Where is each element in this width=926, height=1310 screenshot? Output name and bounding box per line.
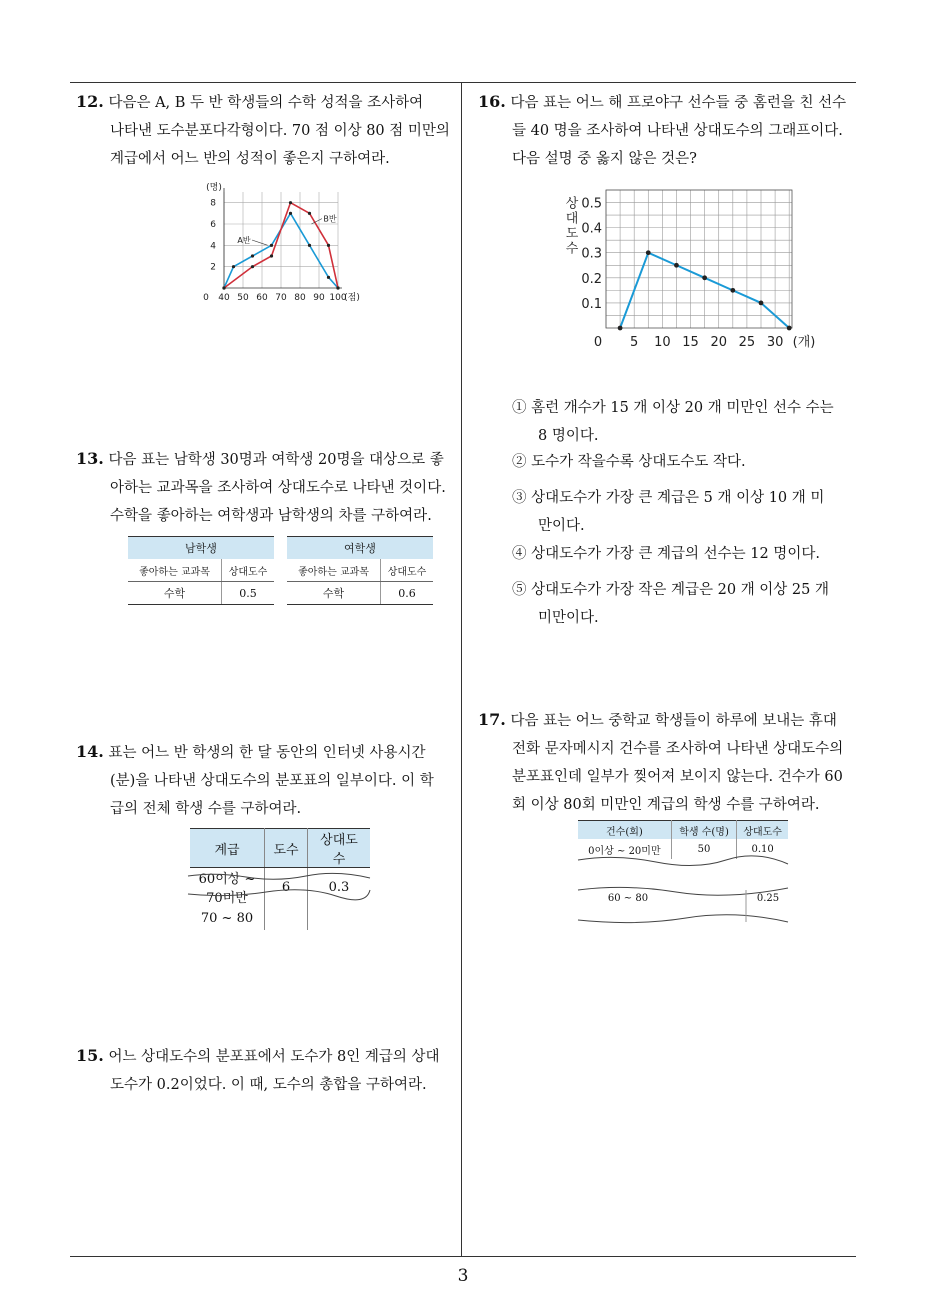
column-header: 좋아하는 교과목	[128, 559, 222, 582]
data-point	[270, 244, 273, 247]
column-header: 건수(회)	[578, 821, 671, 840]
question-text-line: 분포표인데 일부가 찢어져 보이지 않는다. 건수가 60	[512, 769, 843, 785]
x-tick-label: 50	[237, 293, 249, 303]
column-divider	[461, 82, 462, 1256]
x-tick-label: 15	[682, 335, 699, 350]
data-point	[289, 201, 292, 204]
data-point	[336, 286, 339, 289]
bottom-rule	[70, 1256, 856, 1257]
data-point	[759, 301, 764, 306]
question-13	[76, 445, 456, 530]
table-cell: 수학	[287, 582, 381, 605]
relative-frequency-chart	[560, 182, 816, 354]
column-header: 좋아하는 교과목	[287, 559, 381, 582]
table-cell: 50	[671, 839, 736, 859]
option-text: 만이다.	[538, 518, 585, 534]
y-tick-label: 2	[210, 262, 216, 273]
x-tick-label: 5	[630, 335, 639, 350]
y-tick-label: 0.3	[581, 246, 602, 262]
table-cell: 0이상 ~ 20미만	[578, 839, 671, 859]
data-point	[674, 263, 679, 268]
option-text: 도수가 작을수록 상대도수도 작다.	[531, 454, 746, 470]
x-tick-label: 25	[738, 335, 756, 350]
answer-option[interactable]	[512, 576, 852, 632]
data-point	[327, 276, 330, 279]
y-tick-label: 8	[210, 198, 216, 209]
column-header: 도수	[265, 829, 308, 868]
female-students-table	[287, 536, 433, 605]
table-cell: 60 ~ 80	[607, 893, 649, 904]
question-text-line: 전화 문자메시지 건수를 조사하여 나타낸 상대도수의	[512, 741, 844, 757]
option-mark: ⑤	[512, 582, 527, 598]
column-header: 계급	[190, 829, 265, 868]
option-mark: ①	[512, 400, 527, 416]
data-point	[251, 254, 254, 257]
table-cell: 0.10	[751, 843, 774, 855]
y-tick-label: 0.1	[581, 296, 602, 312]
table-cell: 70 ~ 80	[190, 906, 265, 930]
y-axis-label: (명)	[206, 183, 222, 193]
question-text-line: 다음 표는 남학생 30명과 여학생 20명을 대상으로 좋	[108, 452, 444, 468]
torn-edge	[576, 850, 790, 930]
table-cell: 6	[265, 868, 308, 907]
option-mark: ③	[512, 490, 527, 506]
data-point	[646, 250, 651, 255]
question-text-line: 나타낸 도수분포다각형이다. 70 점 이상 80 점 미만의	[110, 123, 450, 139]
data-point	[327, 244, 330, 247]
data-point	[308, 244, 311, 247]
question-text-line: 다음 표는 어느 중학교 학생들이 하루에 보내는 휴대	[510, 713, 837, 729]
answer-option[interactable]	[512, 448, 852, 476]
x-tick-label: 90	[313, 293, 325, 303]
answer-option[interactable]	[512, 540, 852, 568]
y-tick-label: 0.4	[581, 221, 602, 237]
question-text-line: 다음 설명 중 옳지 않은 것은?	[512, 151, 697, 167]
x-tick-label: 100	[329, 293, 347, 303]
option-text: 미만이다.	[538, 610, 599, 626]
table-title: 여학생	[287, 537, 433, 560]
table-cell: 0.25	[756, 893, 780, 904]
data-point	[618, 326, 623, 331]
option-text: 8 명이다.	[538, 428, 599, 444]
frequency-polygon-chart	[198, 178, 368, 306]
table-cell: 수학	[128, 582, 222, 605]
x-tick-label: 0	[593, 335, 603, 350]
question-text-line: 수학을 좋아하는 여학생과 남학생의 차를 구하여라.	[110, 508, 432, 524]
question-text-line: 들 40 명을 조사하여 나타낸 상대도수의 그래프이다.	[512, 123, 843, 139]
data-point	[730, 288, 735, 293]
x-axis-label: (개)	[792, 335, 816, 350]
x-axis-label: (점)	[344, 293, 360, 303]
series-label: B반	[323, 214, 337, 224]
x-tick-label: 60	[256, 293, 268, 303]
data-point	[308, 212, 311, 215]
origin-label: 0	[203, 293, 209, 303]
column-header: 상대도수	[308, 829, 371, 868]
data-point	[270, 254, 273, 257]
x-tick-label: 10	[654, 335, 671, 350]
option-text: 상대도수가 가장 큰 계급은 5 개 이상 10 개 미	[531, 490, 825, 506]
x-tick-label: 80	[294, 293, 306, 303]
top-rule	[70, 82, 856, 83]
option-text: 상대도수가 가장 작은 계급은 20 개 이상 25 개	[531, 582, 829, 598]
column-header: 상대도수	[737, 821, 788, 840]
question-text-line: 어느 상대도수의 분포표에서 도수가 8인 계급의 상대	[108, 1049, 440, 1065]
x-tick-label: 40	[218, 293, 230, 303]
series-label: A반	[237, 236, 251, 245]
question-number: 15.	[76, 1046, 104, 1065]
y-tick-label: 0.2	[581, 271, 602, 287]
y-tick-label: 6	[210, 220, 216, 230]
question-text-line: 급의 전체 학생 수를 구하여라.	[110, 801, 302, 817]
option-text: 홈런 개수가 15 개 이상 20 개 미만인 선수 수는	[531, 400, 834, 416]
option-mark: ④	[512, 546, 527, 562]
question-text-line: 표는 어느 반 학생의 한 달 동안의 인터넷 사용시간	[108, 745, 426, 761]
question-number: 12.	[76, 92, 104, 111]
data-point	[289, 212, 292, 215]
male-students-table	[128, 536, 274, 605]
question-number: 16.	[478, 92, 506, 111]
table-cell: 0.6	[381, 582, 433, 605]
label-leader	[252, 240, 268, 245]
x-tick-label: 70	[275, 293, 287, 303]
page-number: 3	[457, 1266, 469, 1286]
option-text: 상대도수가 가장 큰 계급의 선수는 12 명이다.	[531, 546, 820, 562]
answer-option[interactable]	[512, 394, 852, 450]
answer-option[interactable]	[512, 484, 852, 540]
question-17	[478, 706, 858, 819]
data-point	[251, 265, 254, 268]
question-text-line: 아하는 교과목을 조사하여 상대도수로 나타낸 것이다.	[110, 480, 446, 496]
x-tick-label: 20	[710, 335, 728, 350]
y-tick-label: 4	[210, 241, 216, 252]
y-tick-label: 0.5	[581, 196, 602, 212]
x-tick-label: 30	[766, 335, 784, 350]
question-text-line: 다음 표는 어느 해 프로야구 선수들 중 홈런을 친 선수	[510, 95, 847, 111]
question-text-line: 다음은 A, B 두 반 학생들의 수학 성적을 조사하여	[108, 95, 424, 111]
torn-edge	[186, 872, 372, 902]
y-axis-label: 상대도수	[562, 196, 578, 256]
question-12	[76, 88, 456, 173]
data-point	[702, 275, 707, 280]
column-header: 상대도수	[381, 559, 433, 582]
question-text-line: (분)을 나타낸 상대도수의 분포표의 일부이다. 이 학	[110, 773, 434, 789]
question-text-line: 회 이상 80회 미만인 계급의 학생 수를 구하여라.	[512, 797, 820, 813]
question-text-line: 계급에서 어느 반의 성적이 좋은지 구하여라.	[110, 151, 390, 167]
question-16	[478, 88, 858, 173]
table-title: 남학생	[128, 537, 274, 560]
question-number: 17.	[478, 710, 506, 729]
table-cell: 60이상 ~ 70미만	[190, 868, 265, 907]
column-header: 상대도수	[222, 559, 274, 582]
option-mark: ②	[512, 454, 527, 470]
question-14	[76, 738, 456, 823]
table-cell: 0.5	[222, 582, 274, 605]
table-cell: 0.3	[328, 879, 350, 895]
data-point	[787, 326, 792, 331]
data-point	[232, 265, 235, 268]
column-header: 학생 수(명)	[671, 821, 736, 840]
question-text-line: 도수가 0.2이었다. 이 때, 도수의 총합을 구하여라.	[110, 1077, 427, 1093]
question-number: 13.	[76, 449, 104, 468]
question-15	[76, 1042, 456, 1099]
question-number: 14.	[76, 742, 104, 761]
data-point	[222, 286, 225, 289]
